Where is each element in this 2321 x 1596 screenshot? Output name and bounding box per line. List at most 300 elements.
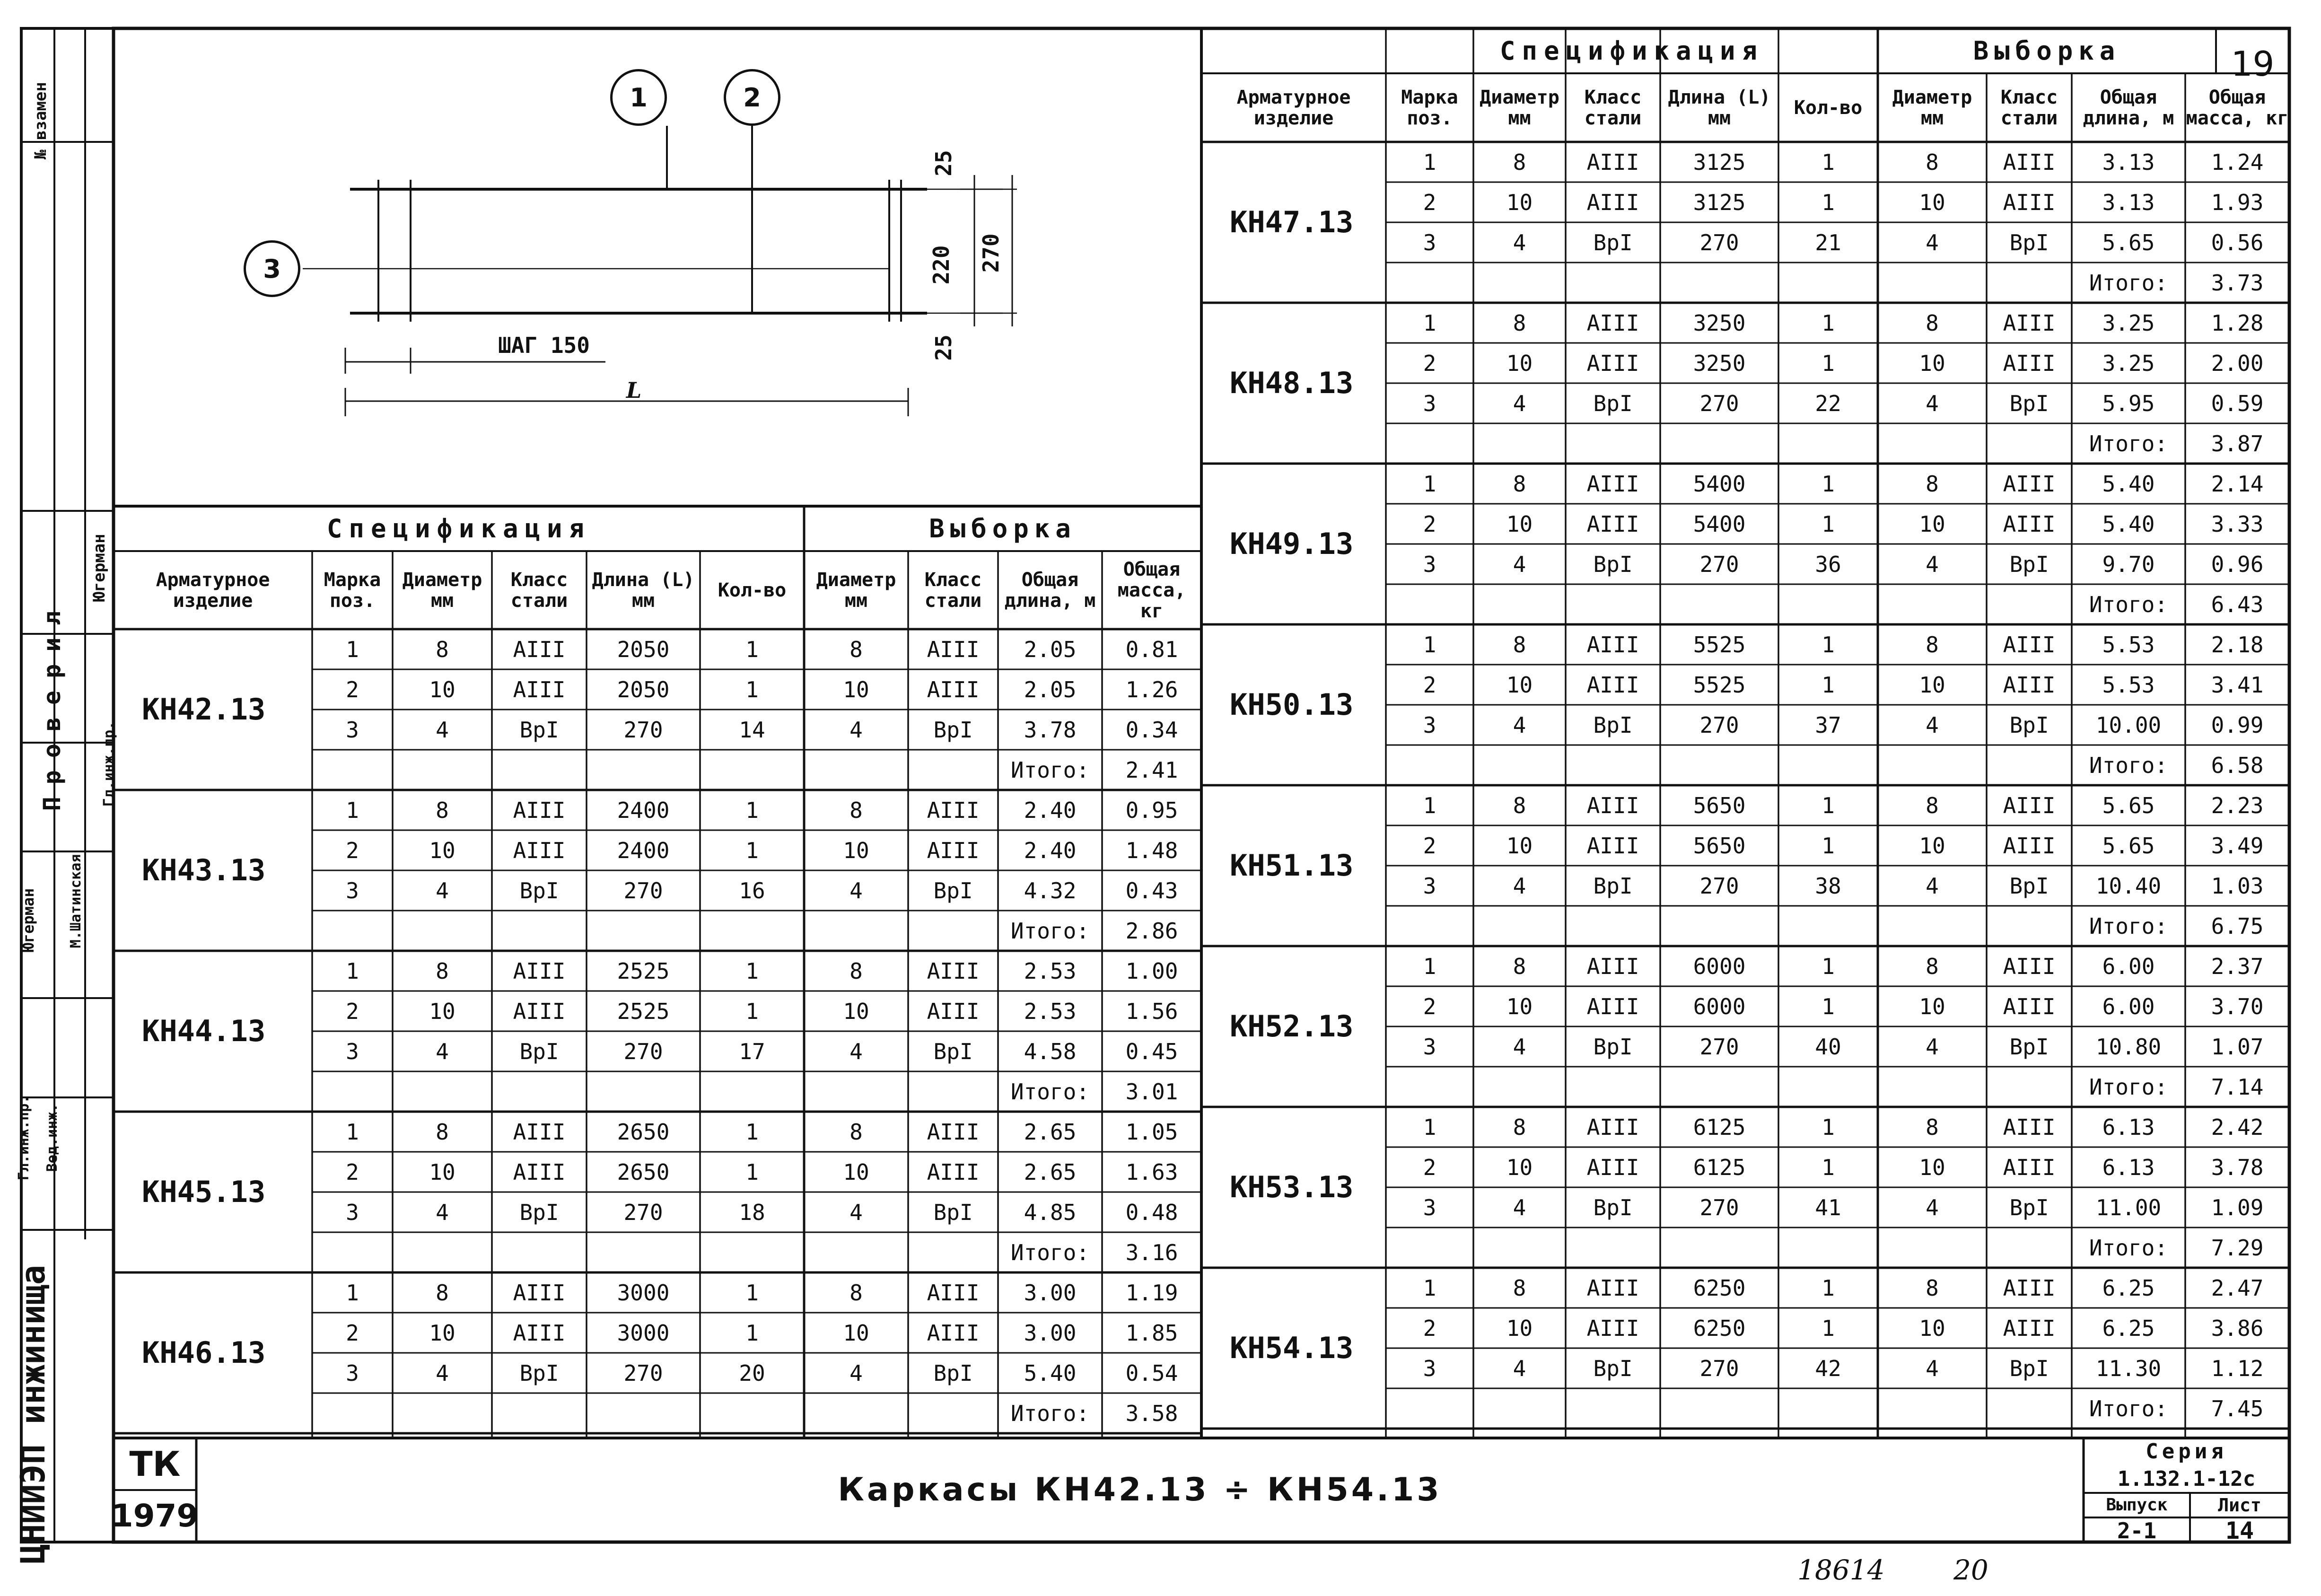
left-cell-r0-c7: 2.40 <box>1024 797 1077 823</box>
right-col-obmas: Общая масса, кг <box>2186 86 2289 129</box>
right-cell-r2-c6: ВрI <box>2009 873 2049 899</box>
right-cell-r0-c2: АIII <box>1586 149 1639 175</box>
right-cell-r0-c0: 1 <box>1423 1275 1436 1301</box>
left-cell-r1-c1: 10 <box>429 1159 455 1185</box>
right-cell-r1-c3: 6000 <box>1693 993 1746 1019</box>
left-cell-r2-c1: 4 <box>436 1199 449 1225</box>
right-cell-r1-c2: АIII <box>1586 350 1639 376</box>
right-cell-r1-c4: 1 <box>1822 672 1835 698</box>
left-cell-r0-c1: 8 <box>436 1280 449 1306</box>
right-cell-r1-c0: 2 <box>1423 350 1436 376</box>
left-cell-r1-c7: 2.65 <box>1024 1159 1077 1185</box>
left-cell-r2-c4: 20 <box>739 1360 765 1386</box>
left-cell-r1-c2: АIII <box>513 1159 566 1185</box>
left-col-diam: Диаметр мм <box>402 569 482 612</box>
right-cell-r1-c3: 5400 <box>1693 511 1746 537</box>
right-cell-r1-c7: 5.65 <box>2102 833 2155 859</box>
right-cell-r0-c1: 8 <box>1513 310 1526 336</box>
left-cell-r1-c6: АIII <box>927 837 980 863</box>
left-cell-r2-c5: 4 <box>850 717 863 743</box>
left-cell-r0-c7: 2.05 <box>1024 636 1077 662</box>
archive-number: 18614 <box>1797 1554 1885 1586</box>
stamp-tk: ТК <box>129 1444 181 1484</box>
right-col-marka: Марка поз. <box>1401 86 1458 129</box>
right-cell-r2-c5: 4 <box>1926 1194 1939 1220</box>
left-cell-r2-c1: 4 <box>436 877 449 903</box>
left-cell-r0-c0: 1 <box>346 797 359 823</box>
dim-bottom-label: 25 <box>931 334 956 361</box>
right-cell-r1-c3: 3250 <box>1693 350 1746 376</box>
right-cell-r1-c3: 3125 <box>1693 189 1746 215</box>
right-itogo-label: Итого: <box>2089 752 2168 778</box>
right-cell-r1-c8: 3.49 <box>2211 833 2264 859</box>
right-cell-r0-c7: 3.13 <box>2102 149 2155 175</box>
right-cell-r0-c1: 8 <box>1513 471 1526 497</box>
side-ved-inzh: Вед.инж. <box>44 1103 61 1172</box>
left-cell-r1-c3: 2050 <box>617 676 670 702</box>
right-cell-r2-c7: 10.40 <box>2095 873 2162 899</box>
left-cell-r2-c5: 4 <box>850 877 863 903</box>
right-cell-r2-c3: 270 <box>1699 1194 1739 1220</box>
left-cell-r0-c5: 8 <box>850 1280 863 1306</box>
left-cell-r2-c4: 16 <box>739 877 765 903</box>
right-cell-r0-c3: 3125 <box>1693 149 1746 175</box>
left-cell-r2-c5: 4 <box>850 1360 863 1386</box>
right-cell-r2-c6: ВрI <box>2009 551 2049 577</box>
right-cell-r0-c2: АIII <box>1586 792 1639 818</box>
right-cell-r2-c1: 4 <box>1513 1034 1526 1060</box>
page-count-note: 20 <box>1953 1554 1988 1586</box>
stamp-vypusk: 2-1 <box>2117 1518 2157 1543</box>
left-spec-header: Спецификация <box>326 513 591 544</box>
left-cell-r1-c2: АIII <box>513 676 566 702</box>
left-cell-r2-c6: ВрI <box>933 1038 973 1064</box>
right-col-vklass: Класс стали <box>2000 86 2058 129</box>
right-cell-r2-c8: 1.03 <box>2211 873 2264 899</box>
left-cell-r1-c4: 1 <box>745 837 759 863</box>
stamp-list: 14 <box>2225 1517 2254 1544</box>
left-cell-r2-c0: 3 <box>346 1038 359 1064</box>
right-cell-r2-c2: ВрI <box>1593 551 1633 577</box>
right-cell-r0-c6: АIII <box>2003 471 2056 497</box>
left-cell-r1-c4: 1 <box>745 1320 759 1346</box>
stamp-seria-label: Серия <box>2146 1439 2227 1464</box>
left-cell-r0-c4: 1 <box>745 1119 759 1145</box>
left-cell-r1-c2: АIII <box>513 998 566 1024</box>
right-cell-r1-c6: АIII <box>2003 1315 2056 1341</box>
left-cell-r2-c0: 3 <box>346 717 359 743</box>
left-cell-r2-c3: 270 <box>623 1038 663 1064</box>
right-cell-r2-c7: 5.95 <box>2102 390 2155 416</box>
right-cell-r0-c8: 2.18 <box>2211 631 2264 658</box>
left-col-kol: Кол-во <box>718 579 787 601</box>
left-product-2: КН44.13 <box>142 1014 266 1048</box>
right-itogo-value: 3.87 <box>2211 430 2264 456</box>
right-cell-r0-c0: 1 <box>1423 471 1436 497</box>
left-cell-r2-c3: 270 <box>623 717 663 743</box>
right-cell-r0-c8: 1.24 <box>2211 149 2264 175</box>
right-cell-r1-c6: АIII <box>2003 993 2056 1019</box>
right-cell-r2-c8: 1.07 <box>2211 1034 2264 1060</box>
left-cell-r0-c3: 2400 <box>617 797 670 823</box>
right-cell-r1-c7: 3.25 <box>2102 350 2155 376</box>
right-cell-r2-c2: ВрI <box>1593 873 1633 899</box>
right-cell-r2-c4: 21 <box>1815 229 1841 255</box>
right-cell-r0-c1: 8 <box>1513 792 1526 818</box>
left-cell-r1-c6: АIII <box>927 1320 980 1346</box>
left-cell-r0-c5: 8 <box>850 636 863 662</box>
right-cell-r2-c7: 10.00 <box>2095 712 2162 738</box>
right-cell-r0-c8: 2.23 <box>2211 792 2264 818</box>
left-cell-r0-c5: 8 <box>850 1119 863 1145</box>
left-cell-r0-c8: 0.95 <box>1125 797 1178 823</box>
right-cell-r2-c6: ВрI <box>2009 229 2049 255</box>
left-cell-r1-c4: 1 <box>745 998 759 1024</box>
right-cell-r0-c3: 3250 <box>1693 310 1746 336</box>
left-cell-r1-c5: 10 <box>843 998 869 1024</box>
right-cell-r1-c1: 10 <box>1506 1154 1533 1180</box>
left-col-dlina: Длина (L) мм <box>592 569 695 612</box>
right-itogo-label: Итого: <box>2089 1235 2168 1261</box>
right-cell-r2-c3: 270 <box>1699 712 1739 738</box>
position-bubble-3: 3 <box>244 240 300 297</box>
right-product-7: КН54.13 <box>1230 1331 1354 1365</box>
left-cell-r2-c5: 4 <box>850 1199 863 1225</box>
right-cell-r2-c7: 11.00 <box>2095 1194 2162 1220</box>
right-cell-r1-c1: 10 <box>1506 189 1533 215</box>
left-cell-r2-c4: 18 <box>739 1199 765 1225</box>
right-col-dlina: Длина (L) мм <box>1668 86 1771 129</box>
sheet-title: Каркасы КН42.13 ÷ КН54.13 <box>838 1471 1442 1508</box>
right-cell-r2-c1: 4 <box>1513 873 1526 899</box>
right-cell-r0-c7: 5.53 <box>2102 631 2155 658</box>
right-cell-r1-c2: АIII <box>1586 1154 1639 1180</box>
right-cell-r1-c6: АIII <box>2003 1154 2056 1180</box>
right-cell-r0-c3: 6000 <box>1693 953 1746 979</box>
left-product-3: КН45.13 <box>142 1175 266 1209</box>
right-cell-r1-c0: 2 <box>1423 993 1436 1019</box>
left-cell-r1-c6: АIII <box>927 998 980 1024</box>
right-cell-r0-c8: 2.14 <box>2211 471 2264 497</box>
right-itogo-label: Итого: <box>2089 1074 2168 1100</box>
right-cell-r0-c4: 1 <box>1822 631 1835 658</box>
side-yugerman: Югерман <box>90 534 109 602</box>
right-cell-r0-c7: 5.40 <box>2102 471 2155 497</box>
right-col-kol: Кол-во <box>1794 96 1863 119</box>
right-cell-r0-c4: 1 <box>1822 310 1835 336</box>
right-col-diam: Диаметр мм <box>1480 86 1559 129</box>
right-cell-r1-c7: 6.00 <box>2102 993 2155 1019</box>
left-col-obdl: Общая длина, м <box>1004 569 1096 612</box>
right-cell-r0-c5: 8 <box>1926 310 1939 336</box>
left-cell-r1-c3: 2525 <box>617 998 670 1024</box>
right-cell-r1-c0: 2 <box>1423 1315 1436 1341</box>
right-cell-r0-c3: 6250 <box>1693 1275 1746 1301</box>
right-cell-r2-c7: 11.30 <box>2095 1355 2162 1381</box>
left-cell-r0-c1: 8 <box>436 797 449 823</box>
left-cell-r1-c2: АIII <box>513 837 566 863</box>
left-product-1: КН43.13 <box>142 853 266 887</box>
right-cell-r2-c0: 3 <box>1423 873 1436 899</box>
left-cell-r1-c1: 10 <box>429 837 455 863</box>
right-cell-r2-c0: 3 <box>1423 1194 1436 1220</box>
right-cell-r2-c7: 5.65 <box>2102 229 2155 255</box>
right-cell-r0-c0: 1 <box>1423 149 1436 175</box>
left-cell-r2-c2: ВрI <box>519 717 559 743</box>
right-cell-r0-c1: 8 <box>1513 149 1526 175</box>
right-product-1: КН48.13 <box>1230 366 1354 400</box>
right-cell-r1-c1: 10 <box>1506 993 1533 1019</box>
right-cell-r2-c3: 270 <box>1699 390 1739 416</box>
right-cell-r2-c4: 22 <box>1815 390 1841 416</box>
left-cell-r2-c8: 0.34 <box>1125 717 1178 743</box>
right-cell-r1-c1: 10 <box>1506 672 1533 698</box>
right-cell-r2-c8: 0.59 <box>2211 390 2264 416</box>
left-cell-r1-c3: 3000 <box>617 1320 670 1346</box>
left-vyb-header: Выборка <box>929 513 1077 544</box>
right-itogo-value: 3.73 <box>2211 270 2264 296</box>
right-cell-r2-c4: 36 <box>1815 551 1841 577</box>
left-cell-r0-c4: 1 <box>745 636 759 662</box>
right-cell-r1-c0: 2 <box>1423 1154 1436 1180</box>
left-cell-r2-c1: 4 <box>436 717 449 743</box>
left-cell-r0-c5: 8 <box>850 797 863 823</box>
right-cell-r1-c2: АIII <box>1586 833 1639 859</box>
right-cell-r1-c3: 6125 <box>1693 1154 1746 1180</box>
left-cell-r0-c7: 2.53 <box>1024 958 1077 984</box>
left-itogo-value: 2.41 <box>1125 757 1178 783</box>
left-cell-r1-c7: 2.53 <box>1024 998 1077 1024</box>
left-cell-r0-c2: АIII <box>513 797 566 823</box>
right-cell-r1-c5: 10 <box>1919 350 1945 376</box>
right-cell-r2-c5: 4 <box>1926 1034 1939 1060</box>
side-yugerman2: Югерман <box>19 888 37 952</box>
right-cell-r0-c4: 1 <box>1822 792 1835 818</box>
left-cell-r2-c1: 4 <box>436 1038 449 1064</box>
right-product-6: КН53.13 <box>1230 1170 1354 1204</box>
right-cell-r1-c6: АIII <box>2003 511 2056 537</box>
right-cell-r0-c3: 5400 <box>1693 471 1746 497</box>
length-label: L <box>626 377 642 403</box>
right-cell-r1-c5: 10 <box>1919 1315 1945 1341</box>
right-cell-r0-c2: АIII <box>1586 310 1639 336</box>
right-cell-r0-c6: АIII <box>2003 1275 2056 1301</box>
right-itogo-value: 7.29 <box>2211 1235 2264 1261</box>
right-cell-r0-c6: АIII <box>2003 953 2056 979</box>
dim-total-label: 270 <box>978 233 1004 273</box>
right-cell-r0-c4: 1 <box>1822 1275 1835 1301</box>
left-itogo-value: 3.01 <box>1125 1079 1178 1105</box>
right-cell-r0-c2: АIII <box>1586 471 1639 497</box>
right-cell-r0-c0: 1 <box>1423 310 1436 336</box>
left-cell-r1-c6: АIII <box>927 676 980 702</box>
left-cell-r1-c3: 2650 <box>617 1159 670 1185</box>
right-itogo-label: Итого: <box>2089 430 2168 456</box>
right-cell-r1-c4: 1 <box>1822 350 1835 376</box>
right-cell-r1-c2: АIII <box>1586 189 1639 215</box>
left-itogo-label: Итого: <box>1010 757 1090 783</box>
right-cell-r2-c2: ВрI <box>1593 229 1633 255</box>
right-col-obdl: Общая длина, м <box>2083 86 2174 129</box>
right-cell-r0-c4: 1 <box>1822 1114 1835 1140</box>
left-cell-r0-c0: 1 <box>346 1119 359 1145</box>
left-cell-r1-c8: 1.56 <box>1125 998 1178 1024</box>
right-cell-r2-c8: 0.99 <box>2211 712 2264 738</box>
right-cell-r0-c0: 1 <box>1423 953 1436 979</box>
right-cell-r1-c4: 1 <box>1822 833 1835 859</box>
right-cell-r2-c1: 4 <box>1513 1194 1526 1220</box>
right-cell-r0-c6: АIII <box>2003 792 2056 818</box>
right-cell-r1-c7: 5.40 <box>2102 511 2155 537</box>
right-cell-r1-c8: 2.00 <box>2211 350 2264 376</box>
right-cell-r2-c4: 41 <box>1815 1194 1841 1220</box>
right-cell-r2-c6: ВрI <box>2009 390 2049 416</box>
left-cell-r2-c6: ВрI <box>933 1360 973 1386</box>
left-cell-r1-c0: 2 <box>346 998 359 1024</box>
right-cell-r1-c7: 6.25 <box>2102 1315 2155 1341</box>
right-cell-r1-c8: 1.93 <box>2211 189 2264 215</box>
right-cell-r1-c0: 2 <box>1423 189 1436 215</box>
right-cell-r1-c6: АIII <box>2003 833 2056 859</box>
right-cell-r2-c6: ВрI <box>2009 1194 2049 1220</box>
right-cell-r2-c5: 4 <box>1926 229 1939 255</box>
right-cell-r2-c3: 270 <box>1699 1355 1739 1381</box>
right-cell-r0-c5: 8 <box>1926 1275 1939 1301</box>
right-cell-r2-c2: ВрI <box>1593 1355 1633 1381</box>
left-cell-r0-c2: АIII <box>513 636 566 662</box>
left-cell-r0-c1: 8 <box>436 1119 449 1145</box>
right-cell-r2-c1: 4 <box>1513 390 1526 416</box>
step-label: ШАГ 150 <box>498 333 590 358</box>
left-cell-r2-c0: 3 <box>346 877 359 903</box>
left-cell-r2-c7: 4.32 <box>1024 877 1077 903</box>
left-itogo-value: 3.16 <box>1125 1239 1178 1265</box>
left-cell-r2-c3: 270 <box>623 877 663 903</box>
left-cell-r0-c3: 3000 <box>617 1280 670 1306</box>
right-cell-r2-c3: 270 <box>1699 873 1739 899</box>
right-cell-r0-c7: 6.25 <box>2102 1275 2155 1301</box>
right-itogo-value: 7.14 <box>2211 1074 2264 1100</box>
left-cell-r2-c6: ВрI <box>933 717 973 743</box>
left-cell-r2-c2: ВрI <box>519 1360 559 1386</box>
right-cell-r0-c1: 8 <box>1513 1275 1526 1301</box>
right-product-4: КН51.13 <box>1230 848 1354 883</box>
left-cell-r0-c8: 0.81 <box>1125 636 1178 662</box>
left-col-obmas: Общая масса, кг <box>1117 558 1186 622</box>
right-cell-r0-c6: АIII <box>2003 1114 2056 1140</box>
right-cell-r0-c5: 8 <box>1926 792 1939 818</box>
left-cell-r0-c4: 1 <box>745 958 759 984</box>
left-cell-r1-c2: АIII <box>513 1320 566 1346</box>
left-col-vdiam: Диаметр мм <box>816 569 896 612</box>
right-cell-r2-c3: 270 <box>1699 1034 1739 1060</box>
left-cell-r2-c6: ВрI <box>933 877 973 903</box>
right-cell-r2-c8: 0.96 <box>2211 551 2264 577</box>
right-cell-r2-c0: 3 <box>1423 551 1436 577</box>
left-cell-r1-c8: 1.63 <box>1125 1159 1178 1185</box>
left-cell-r2-c1: 4 <box>436 1360 449 1386</box>
left-cell-r2-c8: 0.45 <box>1125 1038 1178 1064</box>
right-product-0: КН47.13 <box>1230 205 1354 239</box>
right-product-3: КН50.13 <box>1230 687 1354 722</box>
right-cell-r2-c2: ВрI <box>1593 390 1633 416</box>
right-cell-r2-c8: 1.09 <box>2211 1194 2264 1220</box>
left-cell-r2-c2: ВрI <box>519 1038 559 1064</box>
left-cell-r0-c1: 8 <box>436 958 449 984</box>
left-cell-r2-c3: 270 <box>623 1360 663 1386</box>
right-cell-r2-c5: 4 <box>1926 1355 1939 1381</box>
right-cell-r1-c5: 10 <box>1919 833 1945 859</box>
stamp-list-label: Лист <box>2218 1495 2261 1516</box>
right-cell-r2-c7: 9.70 <box>2102 551 2155 577</box>
right-cell-r0-c3: 5525 <box>1693 631 1746 658</box>
left-itogo-label: Итого: <box>1010 1239 1090 1265</box>
left-cell-r1-c4: 1 <box>745 676 759 702</box>
right-cell-r2-c4: 42 <box>1815 1355 1841 1381</box>
left-col-klass: Класс стали <box>510 569 568 612</box>
right-cell-r2-c8: 1.12 <box>2211 1355 2264 1381</box>
right-col-vdiam: Диаметр мм <box>1892 86 1972 129</box>
left-cell-r0-c6: АIII <box>927 797 980 823</box>
side-organization: ЦНИИЭП инжинища <box>14 1264 53 1564</box>
right-cell-r0-c8: 2.47 <box>2211 1275 2264 1301</box>
right-vyb-header: Выборка <box>1973 35 2121 66</box>
right-cell-r2-c3: 270 <box>1699 551 1739 577</box>
right-cell-r0-c7: 6.13 <box>2102 1114 2155 1140</box>
right-cell-r1-c0: 2 <box>1423 672 1436 698</box>
left-cell-r2-c4: 17 <box>739 1038 765 1064</box>
right-cell-r2-c7: 10.80 <box>2095 1034 2162 1060</box>
left-cell-r0-c7: 2.65 <box>1024 1119 1077 1145</box>
right-cell-r2-c6: ВрI <box>2009 712 2049 738</box>
left-cell-r2-c3: 270 <box>623 1199 663 1225</box>
right-cell-r2-c2: ВрI <box>1593 1034 1633 1060</box>
right-cell-r2-c5: 4 <box>1926 712 1939 738</box>
right-cell-r0-c1: 8 <box>1513 953 1526 979</box>
left-cell-r2-c2: ВрI <box>519 1199 559 1225</box>
right-cell-r1-c8: 3.33 <box>2211 511 2264 537</box>
right-cell-r1-c2: АIII <box>1586 672 1639 698</box>
right-cell-r1-c2: АIII <box>1586 1315 1639 1341</box>
right-cell-r1-c4: 1 <box>1822 1315 1835 1341</box>
left-itogo-value: 2.86 <box>1125 918 1178 944</box>
side-vzamen: № взамен <box>31 82 50 159</box>
right-cell-r0-c5: 8 <box>1926 471 1939 497</box>
right-cell-r1-c4: 1 <box>1822 993 1835 1019</box>
right-cell-r2-c0: 3 <box>1423 712 1436 738</box>
right-cell-r0-c7: 3.25 <box>2102 310 2155 336</box>
right-itogo-label: Итого: <box>2089 1395 2168 1421</box>
right-cell-r0-c0: 1 <box>1423 1114 1436 1140</box>
left-cell-r0-c6: АIII <box>927 1280 980 1306</box>
left-cell-r0-c3: 2650 <box>617 1119 670 1145</box>
left-cell-r0-c8: 1.00 <box>1125 958 1178 984</box>
right-cell-r0-c1: 8 <box>1513 631 1526 658</box>
right-cell-r0-c5: 8 <box>1926 1114 1939 1140</box>
left-col-vklass: Класс стали <box>924 569 982 612</box>
stamp-year: 1979 <box>111 1498 199 1534</box>
right-itogo-value: 7.45 <box>2211 1395 2264 1421</box>
right-cell-r2-c0: 3 <box>1423 1355 1436 1381</box>
left-cell-r1-c5: 10 <box>843 837 869 863</box>
left-cell-r0-c6: АIII <box>927 636 980 662</box>
right-cell-r0-c8: 1.28 <box>2211 310 2264 336</box>
right-cell-r0-c7: 6.00 <box>2102 953 2155 979</box>
left-cell-r0-c2: АIII <box>513 1280 566 1306</box>
left-col-marka: Марка поз. <box>324 569 381 612</box>
left-cell-r0-c4: 1 <box>745 797 759 823</box>
left-cell-r1-c1: 10 <box>429 1320 455 1346</box>
